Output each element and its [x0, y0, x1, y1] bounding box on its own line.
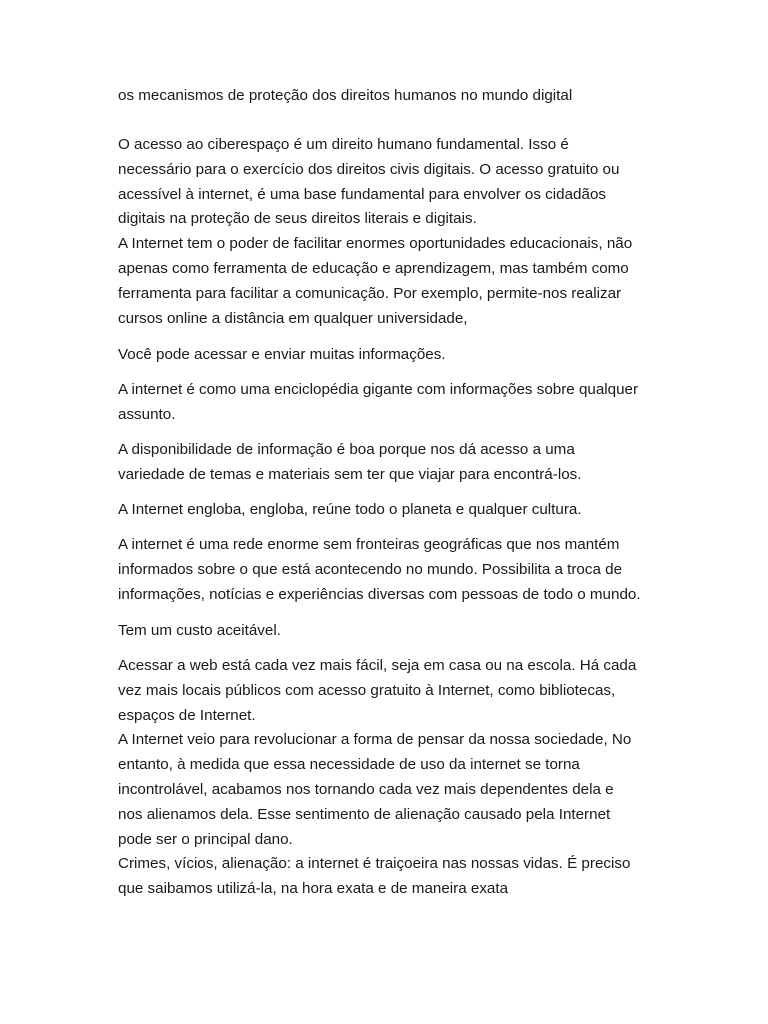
text-block-8: [118, 654, 658, 902]
paragraph: A internet é como uma enciclopédia gigante com informações sobre qualquer assunto.: [118, 381, 639, 423]
text-block-2: [118, 343, 658, 368]
text-block-5: [118, 498, 658, 523]
paragraph: Acessar a web está cada vez mais fácil, seja em casa ou na escola. Há cada vez mais locais públicos com acesso gratuito à Internet, como bibliotecas, espaços de Internet.: [118, 657, 637, 724]
text-block-3: [118, 378, 658, 428]
document-title: os mecanismos de proteção dos direitos humanos no mundo digital: [118, 87, 573, 104]
paragraph: Você pode acessar e enviar muitas informações.: [118, 346, 446, 363]
paragraph: Tem um custo aceitável.: [118, 622, 281, 639]
paragraph: A disponibilidade de informação é boa porque nos dá acesso a uma variedade de temas e materiais sem ter que viajar para encontrá-los.: [118, 441, 582, 483]
paragraph: A Internet veio para revolucionar a forma de pensar da nossa sociedade, No entanto, à medida que essa necessidade de uso da internet se torna incontrolável, acabamos nos tornando cada vez mais dependentes dela e nos alienamos dela. Esse sentimento de alienação causado pela Internet pode ser o principal dano.: [118, 731, 632, 848]
paragraph: Crimes, vícios, alienação: a internet é traiçoeira nas nossas vidas. É preciso que saibamos utilizá-la, na hora exata e de maneira exata: [118, 855, 631, 898]
text-block-1: [118, 133, 658, 331]
paragraph: A Internet engloba, engloba, reúne todo o planeta e qualquer cultura.: [118, 501, 582, 518]
text-block-6: [118, 533, 658, 607]
paragraph: A internet é uma rede enorme sem fronteiras geográficas que nos mantém informados sobre o que está acontecendo no mundo. Possibilita a troca de informações, notícias e experiências diversas com pessoas de todo o mundo.: [118, 536, 641, 603]
text-block-4: [118, 438, 658, 488]
paragraph: O acesso ao ciberespaço é um direito humano fundamental. Isso é necessário para o exercício dos direitos civis digitais. O acesso gratuito ou acessível à internet, é uma base fundamental para envolver os cidadãos digitais na proteção de seus direitos literais e digitais.: [118, 136, 620, 228]
text-block-7: [118, 619, 658, 644]
paragraph: A Internet tem o poder de facilitar enormes oportunidades educacionais, não apenas como ferramenta de educação e aprendizagem, mas também como ferramenta para facilitar a comunicação. Por exemplo, permite-nos realizar cursos online a distância em qualquer universidade,: [118, 235, 633, 327]
